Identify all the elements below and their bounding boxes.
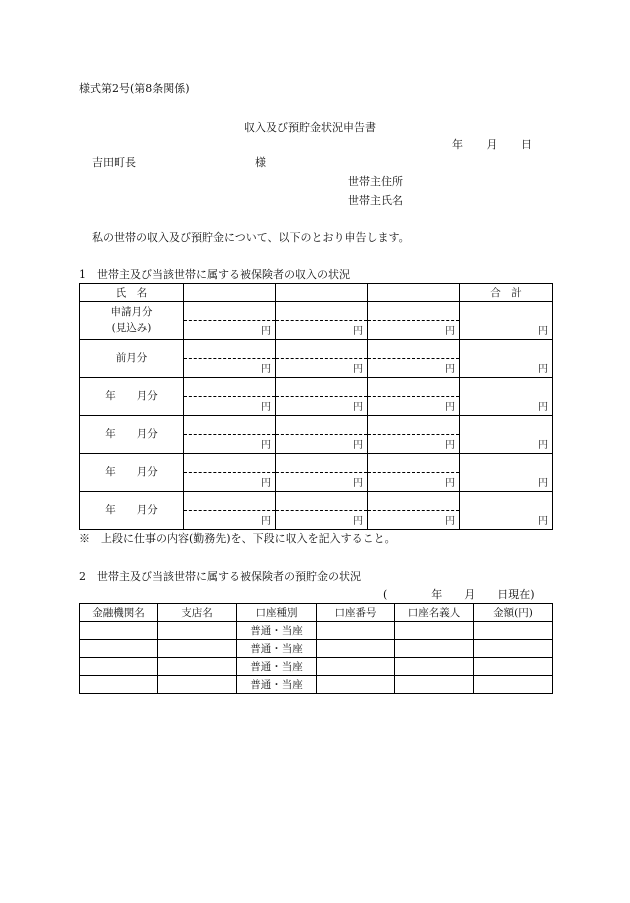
income-row bbox=[80, 302, 553, 340]
savings-row bbox=[80, 658, 553, 676]
savings-header: 支店名 bbox=[158, 604, 237, 622]
occupation-field[interactable] bbox=[276, 492, 367, 511]
savings-header: 口座種別 bbox=[237, 604, 317, 622]
period-label-line1: 申請月分 bbox=[110, 306, 153, 319]
total-cell[interactable] bbox=[460, 378, 553, 416]
income-cell[interactable] bbox=[184, 416, 276, 454]
savings-cell[interactable] bbox=[80, 622, 158, 640]
income-cell[interactable] bbox=[368, 416, 460, 454]
savings-cell[interactable] bbox=[317, 622, 395, 640]
occupation-field[interactable] bbox=[368, 492, 459, 511]
yen-unit: 円 bbox=[538, 516, 548, 527]
occupation-field[interactable] bbox=[184, 416, 275, 435]
income-row bbox=[80, 378, 553, 416]
total-cell[interactable] bbox=[460, 416, 553, 454]
savings-table bbox=[79, 603, 553, 694]
yen-unit: 円 bbox=[445, 478, 455, 489]
yen-unit: 円 bbox=[261, 440, 271, 451]
applicant-address-label: 世帯主住所 bbox=[348, 175, 403, 188]
yen-unit: 円 bbox=[261, 364, 271, 375]
period-label bbox=[80, 454, 184, 492]
savings-header: 口座名義人 bbox=[395, 604, 474, 622]
savings-cell[interactable] bbox=[395, 676, 474, 694]
savings-row bbox=[80, 676, 553, 694]
period-label-line1: 年 月分 bbox=[105, 427, 158, 440]
occupation-field[interactable] bbox=[276, 416, 367, 435]
income-cell[interactable] bbox=[368, 378, 460, 416]
yen-unit: 円 bbox=[445, 326, 455, 337]
occupation-field[interactable] bbox=[184, 492, 275, 511]
savings-cell[interactable] bbox=[474, 622, 553, 640]
period-label bbox=[80, 378, 184, 416]
savings-cell[interactable] bbox=[80, 676, 158, 694]
yen-unit: 円 bbox=[538, 478, 548, 489]
savings-cell[interactable] bbox=[474, 640, 553, 658]
yen-unit: 円 bbox=[261, 402, 271, 413]
total-header: 合 計 bbox=[460, 284, 553, 302]
total-cell[interactable] bbox=[460, 340, 553, 378]
period-label bbox=[80, 416, 184, 454]
total-cell[interactable] bbox=[460, 454, 553, 492]
yen-unit: 円 bbox=[353, 440, 363, 451]
savings-cell[interactable] bbox=[317, 640, 395, 658]
savings-cell[interactable] bbox=[395, 658, 474, 676]
savings-cell[interactable] bbox=[158, 640, 237, 658]
yen-unit: 円 bbox=[353, 478, 363, 489]
income-cell[interactable] bbox=[184, 454, 276, 492]
name-cell[interactable] bbox=[184, 284, 276, 302]
name-cell[interactable] bbox=[276, 284, 368, 302]
income-row bbox=[80, 492, 553, 530]
yen-unit: 円 bbox=[261, 326, 271, 337]
income-cell[interactable] bbox=[368, 492, 460, 530]
applicant-name-label: 世帯主氏名 bbox=[348, 194, 403, 207]
income-cell[interactable] bbox=[276, 416, 368, 454]
form-number: 様式第2号(第8条関係) bbox=[79, 82, 190, 95]
income-cell[interactable] bbox=[184, 340, 276, 378]
income-cell[interactable] bbox=[276, 492, 368, 530]
document-title: 収入及び預貯金状況申告書 bbox=[244, 121, 376, 134]
yen-unit: 円 bbox=[261, 516, 271, 527]
section2-heading: 2 世帯主及び当該世帯に属する被保険者の預貯金の状況 bbox=[79, 570, 361, 583]
period-label bbox=[80, 492, 184, 530]
as-of-date: ( 年 月 日現在) bbox=[383, 588, 535, 601]
savings-cell[interactable] bbox=[80, 658, 158, 676]
account-type-cell[interactable]: 普通・当座 bbox=[237, 676, 317, 694]
savings-cell[interactable] bbox=[395, 640, 474, 658]
occupation-field[interactable] bbox=[184, 454, 275, 473]
yen-unit: 円 bbox=[445, 516, 455, 527]
total-cell[interactable] bbox=[460, 302, 553, 340]
occupation-field[interactable] bbox=[368, 416, 459, 435]
occupation-field[interactable] bbox=[184, 302, 275, 321]
savings-header: 口座番号 bbox=[317, 604, 395, 622]
income-cell[interactable] bbox=[184, 302, 276, 340]
savings-cell[interactable] bbox=[158, 676, 237, 694]
occupation-field[interactable] bbox=[184, 378, 275, 397]
savings-cell[interactable] bbox=[474, 676, 553, 694]
occupation-field[interactable] bbox=[276, 340, 367, 359]
declaration-text: 私の世帯の収入及び預貯金について、以下のとおり申告します。 bbox=[92, 231, 410, 244]
yen-unit: 円 bbox=[445, 402, 455, 413]
total-cell[interactable] bbox=[460, 492, 553, 530]
account-type-cell[interactable]: 普通・当座 bbox=[237, 658, 317, 676]
occupation-field[interactable] bbox=[276, 454, 367, 473]
occupation-field[interactable] bbox=[368, 378, 459, 397]
occupation-field[interactable] bbox=[276, 302, 367, 321]
period-label-line1: 年 月分 bbox=[105, 389, 158, 402]
income-cell[interactable] bbox=[276, 302, 368, 340]
occupation-field[interactable] bbox=[184, 340, 275, 359]
period-label-line1: 前月分 bbox=[115, 351, 148, 364]
yen-unit: 円 bbox=[538, 402, 548, 413]
yen-unit: 円 bbox=[538, 326, 548, 337]
name-header: 氏 名 bbox=[80, 284, 184, 302]
savings-cell[interactable] bbox=[158, 658, 237, 676]
yen-unit: 円 bbox=[261, 478, 271, 489]
savings-cell[interactable] bbox=[317, 658, 395, 676]
income-cell[interactable] bbox=[184, 378, 276, 416]
yen-unit: 円 bbox=[353, 516, 363, 527]
income-cell[interactable] bbox=[276, 378, 368, 416]
yen-unit: 円 bbox=[353, 402, 363, 413]
savings-cell[interactable] bbox=[474, 658, 553, 676]
income-cell[interactable] bbox=[276, 340, 368, 378]
savings-row bbox=[80, 640, 553, 658]
date-line: 年 月 日 bbox=[452, 138, 533, 151]
savings-cell[interactable] bbox=[317, 676, 395, 694]
addressee: 吉田町長 bbox=[92, 156, 136, 169]
income-row bbox=[80, 340, 553, 378]
yen-unit: 円 bbox=[353, 364, 363, 375]
name-cell[interactable] bbox=[368, 284, 460, 302]
section1-heading: 1 世帯主及び当該世帯に属する被保険者の収入の状況 bbox=[79, 268, 350, 281]
period-label bbox=[80, 302, 184, 340]
honorific: 様 bbox=[255, 156, 266, 169]
period-label-line1: 年 月分 bbox=[105, 465, 158, 478]
savings-header: 金融機関名 bbox=[80, 604, 158, 622]
period-label bbox=[80, 340, 184, 378]
period-label-line1: 年 月分 bbox=[105, 503, 158, 516]
income-cell[interactable] bbox=[368, 454, 460, 492]
savings-header: 金額(円) bbox=[474, 604, 553, 622]
occupation-field[interactable] bbox=[368, 454, 459, 473]
account-type-cell[interactable]: 普通・当座 bbox=[237, 640, 317, 658]
yen-unit: 円 bbox=[538, 440, 548, 451]
income-row bbox=[80, 416, 553, 454]
savings-cell[interactable] bbox=[158, 622, 237, 640]
occupation-field[interactable] bbox=[368, 302, 459, 321]
income-cell[interactable] bbox=[368, 340, 460, 378]
yen-unit: 円 bbox=[538, 364, 548, 375]
yen-unit: 円 bbox=[445, 364, 455, 375]
yen-unit: 円 bbox=[445, 440, 455, 451]
period-label-line2: (見込み) bbox=[111, 321, 152, 334]
income-cell[interactable] bbox=[184, 492, 276, 530]
income-cell[interactable] bbox=[276, 454, 368, 492]
account-type-cell[interactable]: 普通・当座 bbox=[237, 622, 317, 640]
yen-unit: 円 bbox=[353, 326, 363, 337]
income-cell[interactable] bbox=[368, 302, 460, 340]
savings-row bbox=[80, 622, 553, 640]
income-row bbox=[80, 454, 553, 492]
occupation-field[interactable] bbox=[368, 340, 459, 359]
savings-cell[interactable] bbox=[395, 622, 474, 640]
income-table bbox=[79, 283, 553, 530]
occupation-field[interactable] bbox=[276, 378, 367, 397]
section1-note: ※ 上段に仕事の内容(勤務先)を、下段に収入を記入すること。 bbox=[79, 532, 396, 545]
savings-cell[interactable] bbox=[80, 640, 158, 658]
